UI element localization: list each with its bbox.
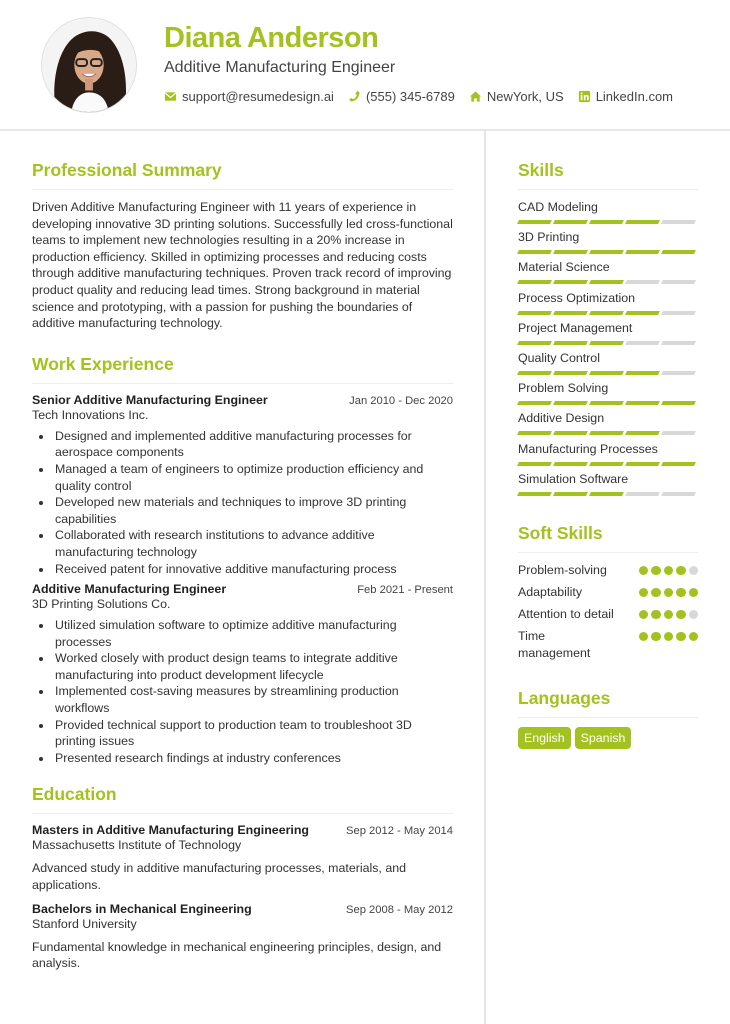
rating-dot-icon (639, 588, 649, 598)
rating-dot-icon (639, 632, 649, 642)
bullet-item: Provided technical support to production team to troubleshoot 3D printing issues (32, 717, 453, 750)
skill-level-segment (517, 401, 552, 405)
degree-title: Masters in Additive Manufacturing Engineering (32, 823, 309, 838)
skill-level-segment (625, 492, 660, 496)
school-name: Massachusetts Institute of Technology (32, 838, 242, 853)
soft-skills-section (518, 523, 698, 662)
skill-name: Problem Solving (518, 381, 609, 396)
education-description: Advanced study in additive manufacturing processes, materials, and applications. (32, 861, 406, 893)
bullet-item: Managed a team of engineers to optimize production efficiency and quality control (32, 461, 453, 494)
skill-level-segment (553, 431, 588, 435)
skill-item (518, 441, 698, 471)
candidate-title: Additive Manufacturing Engineer (164, 59, 396, 76)
envelope-icon (164, 90, 177, 103)
soft-skill-rating (636, 584, 699, 598)
skill-level-segment (625, 341, 660, 345)
rating-dot-icon (664, 566, 674, 576)
skill-level-segment (517, 341, 552, 345)
section-heading: Education (32, 784, 453, 814)
soft-skill-name: Time management (518, 628, 591, 660)
skill-name: Quality Control (518, 350, 600, 365)
skill-level-segment (589, 311, 624, 315)
location-text: NewYork, US (486, 89, 564, 104)
rating-dot-icon (676, 566, 686, 576)
skill-level-segment (589, 401, 624, 405)
education-entry (32, 902, 453, 972)
bullet-item: Collaborated with research institutions to advance additive manufacturing technology (32, 527, 453, 560)
section-heading: Languages (518, 688, 698, 718)
job-title: Additive Manufacturing Engineer (32, 582, 227, 597)
skill-level-segment (589, 371, 624, 375)
skill-level-segment (661, 492, 696, 496)
school-name: Stanford University (32, 916, 137, 931)
skill-level-bar (518, 341, 698, 345)
skill-name: 3D Printing (518, 230, 580, 245)
section-heading: Work Experience (32, 354, 453, 384)
skill-item (518, 410, 698, 440)
home-icon (469, 90, 482, 103)
column-divider (484, 131, 486, 1024)
skill-level-segment (517, 280, 552, 284)
bullet-item: Received patent for innovative additive manufacturing process (32, 561, 453, 578)
education-date: Sep 2012 - May 2014 (346, 825, 453, 838)
rating-dot-icon (651, 566, 661, 576)
skill-level-segment (661, 462, 696, 466)
skill-level-segment (553, 280, 588, 284)
skill-level-bar (518, 220, 698, 224)
bullet-item: Worked closely with product design teams to integrate additive manufacturing into product development lifecycle (32, 650, 453, 683)
skills-section (518, 160, 698, 501)
soft-skill-item (518, 606, 698, 623)
contact-location (469, 89, 564, 104)
skill-name: Additive Design (518, 411, 605, 426)
skill-level-segment (553, 311, 588, 315)
skill-item (518, 229, 698, 259)
rating-dot-icon (651, 588, 661, 598)
skill-level-segment (553, 462, 588, 466)
skill-level-segment (661, 371, 696, 375)
job-entry (32, 582, 453, 766)
language-tag: Spanish (575, 727, 632, 749)
person-photo-icon (42, 18, 136, 112)
phone-text: (555) 345-6789 (365, 89, 455, 104)
skill-level-segment (553, 401, 588, 405)
company-name: Tech Innovations Inc. (32, 407, 149, 422)
skill-level-segment (625, 250, 660, 254)
summary-section (32, 160, 453, 332)
skill-level-segment (625, 280, 660, 284)
skill-level-segment (661, 220, 696, 224)
skill-level-segment (661, 250, 696, 254)
rating-dot-icon (664, 588, 674, 598)
skill-name: Process Optimization (518, 290, 636, 305)
job-date: Feb 2021 - Present (357, 584, 453, 597)
contact-email[interactable] (164, 89, 334, 104)
bullet-item: Designed and implemented additive manufacturing processes for aerospace components (32, 428, 453, 461)
experience-section (32, 354, 453, 767)
rating-dot-icon (676, 610, 686, 620)
skill-level-bar (518, 371, 698, 375)
skill-level-bar (518, 401, 698, 405)
linkedin-text: LinkedIn.com (595, 89, 674, 104)
skill-level-bar (518, 462, 698, 466)
soft-skill-rating (636, 562, 699, 576)
sidebar-column (518, 160, 698, 749)
skill-item (518, 380, 698, 410)
skill-level-segment (553, 492, 588, 496)
skill-item (518, 471, 698, 501)
rating-dot-icon (689, 588, 699, 598)
rating-dot-icon (639, 610, 649, 620)
rating-dot-icon (676, 588, 686, 598)
soft-skills-list (518, 562, 698, 662)
rating-dot-icon (651, 610, 661, 620)
skill-level-segment (625, 371, 660, 375)
contact-list (164, 89, 687, 104)
education-entry (32, 823, 453, 893)
bullet-item: Presented research findings at industry conferences (32, 750, 453, 767)
candidate-name: Diana Anderson (164, 22, 379, 54)
education-date: Sep 2008 - May 2012 (346, 903, 453, 916)
skill-name: CAD Modeling (518, 200, 598, 214)
rating-dot-icon (689, 566, 699, 576)
rating-dot-icon (639, 566, 649, 576)
company-name: 3D Printing Solutions Co. (32, 597, 171, 612)
soft-skill-item (518, 584, 698, 601)
soft-skill-item (518, 628, 698, 662)
linkedin-icon (578, 90, 591, 103)
rating-dot-icon (689, 632, 699, 642)
main-column (32, 160, 453, 980)
skill-level-bar (518, 431, 698, 435)
skill-level-segment (589, 462, 624, 466)
job-date: Jan 2010 - Dec 2020 (349, 394, 453, 407)
section-heading: Soft Skills (518, 523, 698, 553)
language-tags (518, 727, 698, 749)
skill-level-segment (589, 220, 624, 224)
language-tag: English (518, 727, 571, 749)
job-entry (32, 393, 453, 577)
phone-icon (348, 90, 361, 103)
skill-level-segment (625, 311, 660, 315)
soft-skill-rating (636, 628, 699, 642)
skill-level-segment (625, 462, 660, 466)
section-heading: Skills (518, 160, 698, 190)
skill-item (518, 350, 698, 380)
skill-level-segment (661, 311, 696, 315)
skill-level-segment (589, 280, 624, 284)
skill-level-bar (518, 250, 698, 254)
skill-level-segment (661, 280, 696, 284)
skill-level-segment (517, 431, 552, 435)
bullet-item: Utilized simulation software to optimize additive manufacturing processes (32, 617, 453, 650)
skills-list (518, 199, 698, 501)
job-bullets (32, 617, 453, 766)
section-heading: Professional Summary (32, 160, 453, 190)
bullet-item: Implemented cost-saving measures by streamlining production workflows (32, 683, 453, 716)
skill-name: Manufacturing Processes (518, 441, 658, 456)
skill-level-segment (625, 220, 660, 224)
skill-level-segment (553, 250, 588, 254)
soft-skill-item (518, 562, 698, 579)
soft-skill-name: Adaptability (518, 584, 583, 599)
skill-level-segment (625, 401, 660, 405)
skill-level-segment (517, 250, 552, 254)
skill-level-segment (589, 341, 624, 345)
job-bullets (32, 428, 453, 577)
degree-title: Bachelors in Mechanical Engineering (32, 901, 252, 916)
skill-level-segment (589, 431, 624, 435)
skill-level-segment (553, 371, 588, 375)
job-title: Senior Additive Manufacturing Engineer (32, 392, 268, 407)
contact-phone[interactable] (348, 89, 455, 104)
skill-level-segment (661, 431, 696, 435)
skill-level-segment (661, 341, 696, 345)
skill-name: Simulation Software (518, 471, 629, 486)
bullet-item: Developed new materials and techniques to improve 3D printing capabilities (32, 494, 453, 527)
rating-dot-icon (651, 632, 661, 642)
skill-level-segment (553, 341, 588, 345)
skill-level-segment (589, 250, 624, 254)
skill-level-segment (661, 401, 696, 405)
education-description: Fundamental knowledge in mechanical engineering principles, design, and analysis. (32, 939, 442, 971)
rating-dot-icon (664, 632, 674, 642)
rating-dot-icon (676, 632, 686, 642)
profile-photo (41, 17, 137, 113)
rating-dot-icon (689, 610, 699, 620)
skill-level-segment (553, 220, 588, 224)
skill-level-bar (518, 280, 698, 284)
summary-text: Driven Additive Manufacturing Engineer with 11 years of experience in developing innovative 3D printing solutions. Successfully led cross-functional teams to implement new technologies resulting in a 20% increase in production efficiency. Skilled in optimizing processes and reducing costs through additive manufacturing techniques. Proven track record of improving product quality and reducing lead times. Strong background in material science and prototyping, with a passion for pushing the boundaries of additive manufacturing technology. (32, 200, 453, 331)
skill-name: Material Science (518, 260, 610, 275)
skill-name: Project Management (518, 320, 633, 335)
skill-level-segment (589, 492, 624, 496)
skill-level-segment (517, 220, 552, 224)
soft-skill-name: Problem-solving (518, 562, 607, 577)
email-text: support@resumedesign.ai (182, 89, 334, 104)
skill-level-bar (518, 311, 698, 315)
skill-level-bar (518, 492, 698, 496)
resume-header (0, 0, 730, 131)
languages-section (518, 688, 698, 749)
education-section (32, 784, 453, 971)
skill-level-segment (517, 311, 552, 315)
skill-item (518, 199, 698, 229)
skill-level-segment (625, 431, 660, 435)
skill-level-segment (517, 371, 552, 375)
skill-item (518, 259, 698, 289)
skill-item (518, 320, 698, 350)
skill-level-segment (517, 492, 552, 496)
rating-dot-icon (664, 610, 674, 620)
contact-linkedin[interactable] (578, 89, 673, 104)
skill-level-segment (517, 462, 552, 466)
soft-skill-rating (636, 606, 699, 620)
skill-item (518, 290, 698, 320)
soft-skill-name: Attention to detail (518, 606, 614, 621)
